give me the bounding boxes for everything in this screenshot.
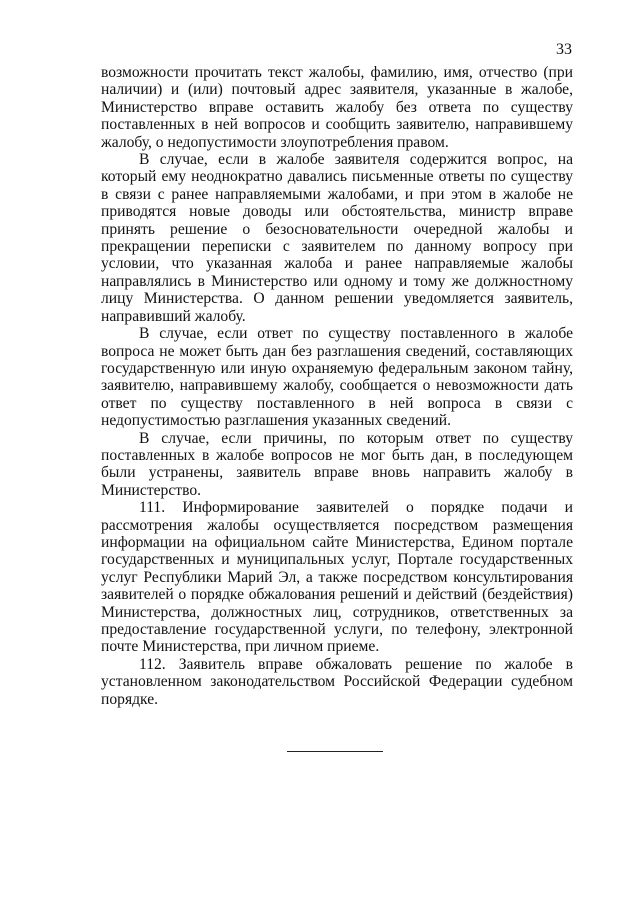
paragraph-continuation: возможности прочитать текст жалобы, фамилию, имя, отчество (при наличии) и (или) почтовый адрес заявителя, указанные в жалобе, Министерство вправе оставить жалобу без ответа по существу поставленных в ней вопросов и сообщить заявителю, направившему жалобу, о недопустимости злоупотребления правом. xyxy=(101,64,573,151)
paragraph-repeated-complaint: В случае, если в жалобе заявителя содержится вопрос, на который ему неоднократно давались письменные ответы по существу в связи с ранее направляемыми жалобами, и при этом в жалобе не приводятся новые доводы или обстоятельства, министр вправе принять решение о безосновательности очередной жалобы и прекращении переписки с заявителем по данному вопросу при условии, что указанная жалоба и ранее направляемые жалобы направлялись в Министерство или одному и тому же должностному лицу Министерства. О данном решении уведомляется заявитель, направивший жалобу. xyxy=(101,151,573,325)
paragraph-resubmission: В случае, если причины, по которым ответ по существу поставленных в жалобе вопросов не мог быть дан, в последующем были устранены, заявитель вправе вновь направить жалобу в Министерство. xyxy=(101,429,573,499)
paragraph-item-112: 112. Заявитель вправе обжаловать решение по жалобе в установленном законодательством Российской Федерации судебном порядке. xyxy=(101,655,573,708)
document-body xyxy=(101,64,573,708)
page-number: 33 xyxy=(556,41,572,58)
end-of-document-rule xyxy=(287,751,383,752)
paragraph-item-111: 111. Информирование заявителей о порядке подачи и рассмотрения жалобы осуществляется посредством размещения информации на официальном сайте Министерства, Едином портале государственных и муниципальных услуг, Портале государственных услуг Республики Марий Эл, а также посредством консультирования заявителей о порядке обжалования решений и действий (бездействия) Министерства, должностных лиц, сотрудников, ответственных за предоставление государственной услуги, по телефону, электронной почте Министерства, при личном приеме. xyxy=(101,499,573,656)
paragraph-state-secret: В случае, если ответ по существу поставленного в жалобе вопроса не может быть дан без разглашения сведений, составляющих государственную или иную охраняемую федеральным законом тайну, заявителю, направившему жалобу, сообщается о невозможности дать ответ по существу поставленного в ней вопроса в связи с недопустимостью разглашения указанных сведений. xyxy=(101,325,573,430)
